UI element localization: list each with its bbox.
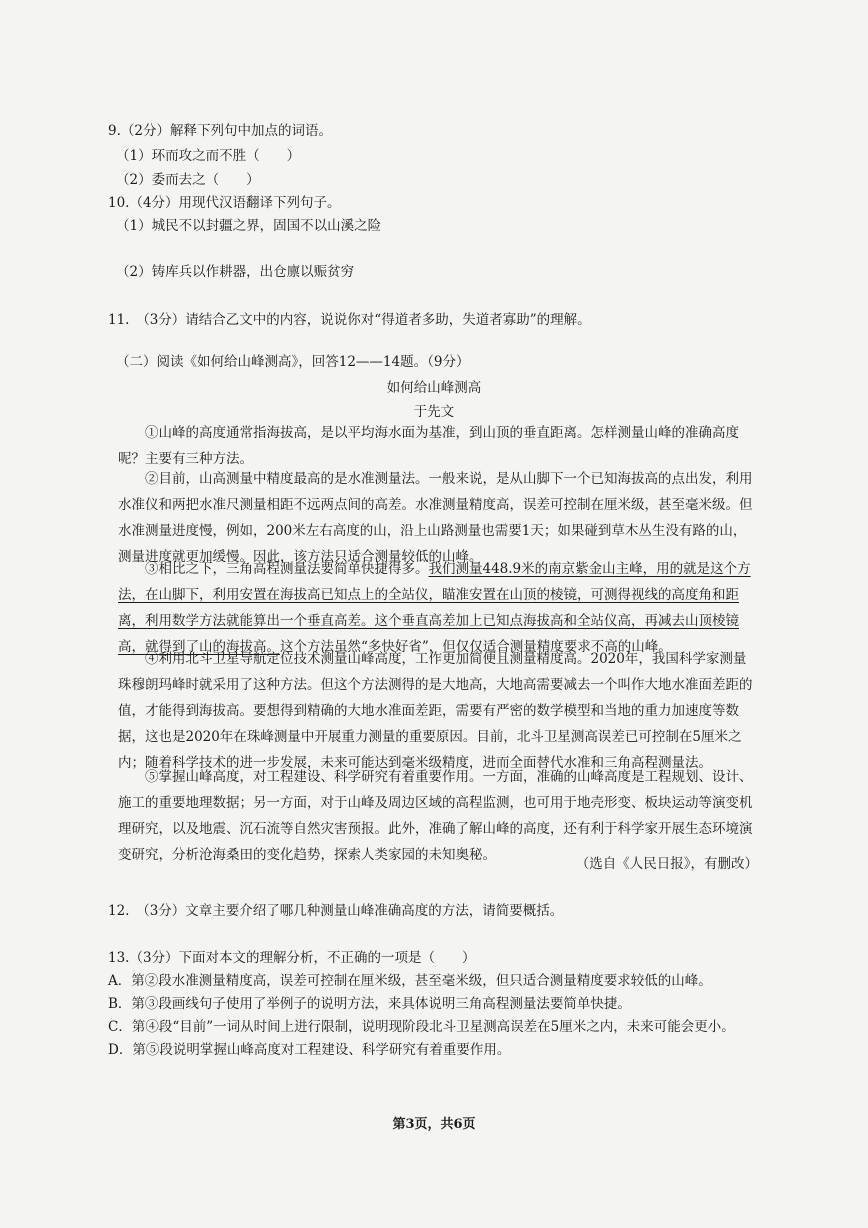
paragraph-3 bbox=[118, 556, 758, 660]
paragraph-2 bbox=[118, 466, 758, 570]
paragraph-4-text: ④利用北斗卫星导航定位技术测量山峰高度，工作更加简便且测量精度高。2020年，我国科学家测量珠穆朗玛峰时就采用了这种方法。但这个方法测得的是大地高，大地高需要减去一个叫作大地水准面差距的值，才能得到海拔高。要想得到精确的大地水准面差距，需要有严密的数学模型和当地的重力加速度等数据，这也是2020年在珠峰测量中开展重力测量的重要原因。目前，北斗卫星测高误差已可控制在5厘米之内；随着科学技术的进一步发展，未来可能达到毫米级精度，进而全面替代水准和三角高程测量法。 bbox=[118, 651, 753, 771]
paragraph-4 bbox=[118, 646, 758, 776]
q13-option-c: C．第④段“目前”一词从时间上进行限制，说明现阶段北斗卫星测高误差在5厘米之内，未来可能会更小。 bbox=[108, 1019, 735, 1035]
q13-title: 13.（3分）下面对本文的理解分析，不正确的一项是（ ） bbox=[108, 950, 476, 966]
q10-title: 10.（4分）用现代汉语翻译下列句子。 bbox=[108, 195, 341, 211]
paragraph-5-text: ⑤掌握山峰高度，对工程建设、科学研究有着重要作用。一方面，准确的山峰高度是工程规划、设计、施工的重要地理数据；另一方面，对于山峰及周边区域的高程监测，也可用于地壳形变、板块运动等演变机理研究，以及地震、沉石流等自然灾害预报。此外，准确了解山峰的高度，还有利于科学家开展生态环境演变研究，分析沧海桑田的变化趋势，探索人类家园的未知奥秘。 bbox=[118, 769, 753, 863]
q13-option-b: B．第③段画线句子使用了举例子的说明方法，来具体说明三角高程测量法要简单快捷。 bbox=[108, 996, 631, 1012]
article-author: 于先文 bbox=[413, 404, 455, 420]
q10-item-2: （2）铸库兵以作耕器，出仓廪以赈贫穷 bbox=[116, 264, 355, 280]
q13-option-d: D．第⑤段说明掌握山峰高度对工程建设、科学研究有着重要作用。 bbox=[108, 1042, 511, 1058]
article-title: 如何给山峰测高 bbox=[386, 380, 482, 396]
q13-option-a: A．第②段水准测量精度高，误差可控制在厘米级，甚至毫米级，但只适合测量精度要求较低的山峰。 bbox=[108, 973, 712, 989]
article-source: （选自《人民日报》，有删改） bbox=[575, 856, 758, 872]
paragraph-3-tail: 这个方法虽然“多快好省”，但仅仅适合测量精度要求不高的山峰。 bbox=[280, 639, 672, 655]
section-heading: （二）阅读《如何给山峰测高》，回答12——14题。（9分） bbox=[116, 354, 470, 370]
q9-item-1: （1）环而攻之而不胜（ ） bbox=[116, 148, 301, 164]
underlined-example-sentence: 我们测量448.9米的南京紫金山主峰，用的就是这个方法，在山脚下，利用安置在海拔高已知点上的全站仪，瞄准安置在山顶的棱镜，可测得视线的高度角和距离，利用数学方法就能算出一个垂直高差。这个垂直高差加上已知点海拔高和全站仪高，再减去山顶棱镜高，就得到了山的海拔高。 bbox=[118, 561, 751, 655]
q9-item-2: （2）委而去之（ ） bbox=[116, 172, 260, 188]
q12-title: 12. （3分）文章主要介绍了哪几种测量山峰准确高度的方法，请简要概括。 bbox=[108, 903, 564, 919]
paragraph-2-text: ②目前，山高测量中精度最高的是水准测量法。一般来说，是从山脚下一个已知海拔高的点出发，利用水准仪和两把水准尺测量相距不远两点间的高差。水准测量精度高，误差可控制在厘米级，甚至毫米级。但水准测量进度慢，例如，200米左右高度的山，沿上山路测量也需要1天；如果碰到草木丛生没有路的山，测量进度就更加缓慢。因此，该方法只适合测量较低的山峰。 bbox=[118, 471, 753, 565]
paragraph-3-lead: ③相比之下，三角高程测量法要简单快捷得多。 bbox=[145, 561, 429, 577]
q9-title: 9.（2分）解释下列句中加点的词语。 bbox=[108, 123, 332, 139]
page-footer: 第3页，共6页 bbox=[392, 1117, 476, 1132]
paragraph-1 bbox=[118, 420, 758, 472]
q10-item-1: （1）城民不以封疆之界，固国不以山溪之险 bbox=[116, 218, 382, 234]
paragraph-1-text: ①山峰的高度通常指海拔高，是以平均海水面为基准，到山顶的垂直距离。怎样测量山峰的准确高度呢？主要有三种方法。 bbox=[118, 425, 739, 467]
q11-title: 11. （3分）请结合乙文中的内容，说说你对“得道者多助，失道者寡助”的理解。 bbox=[108, 312, 591, 328]
